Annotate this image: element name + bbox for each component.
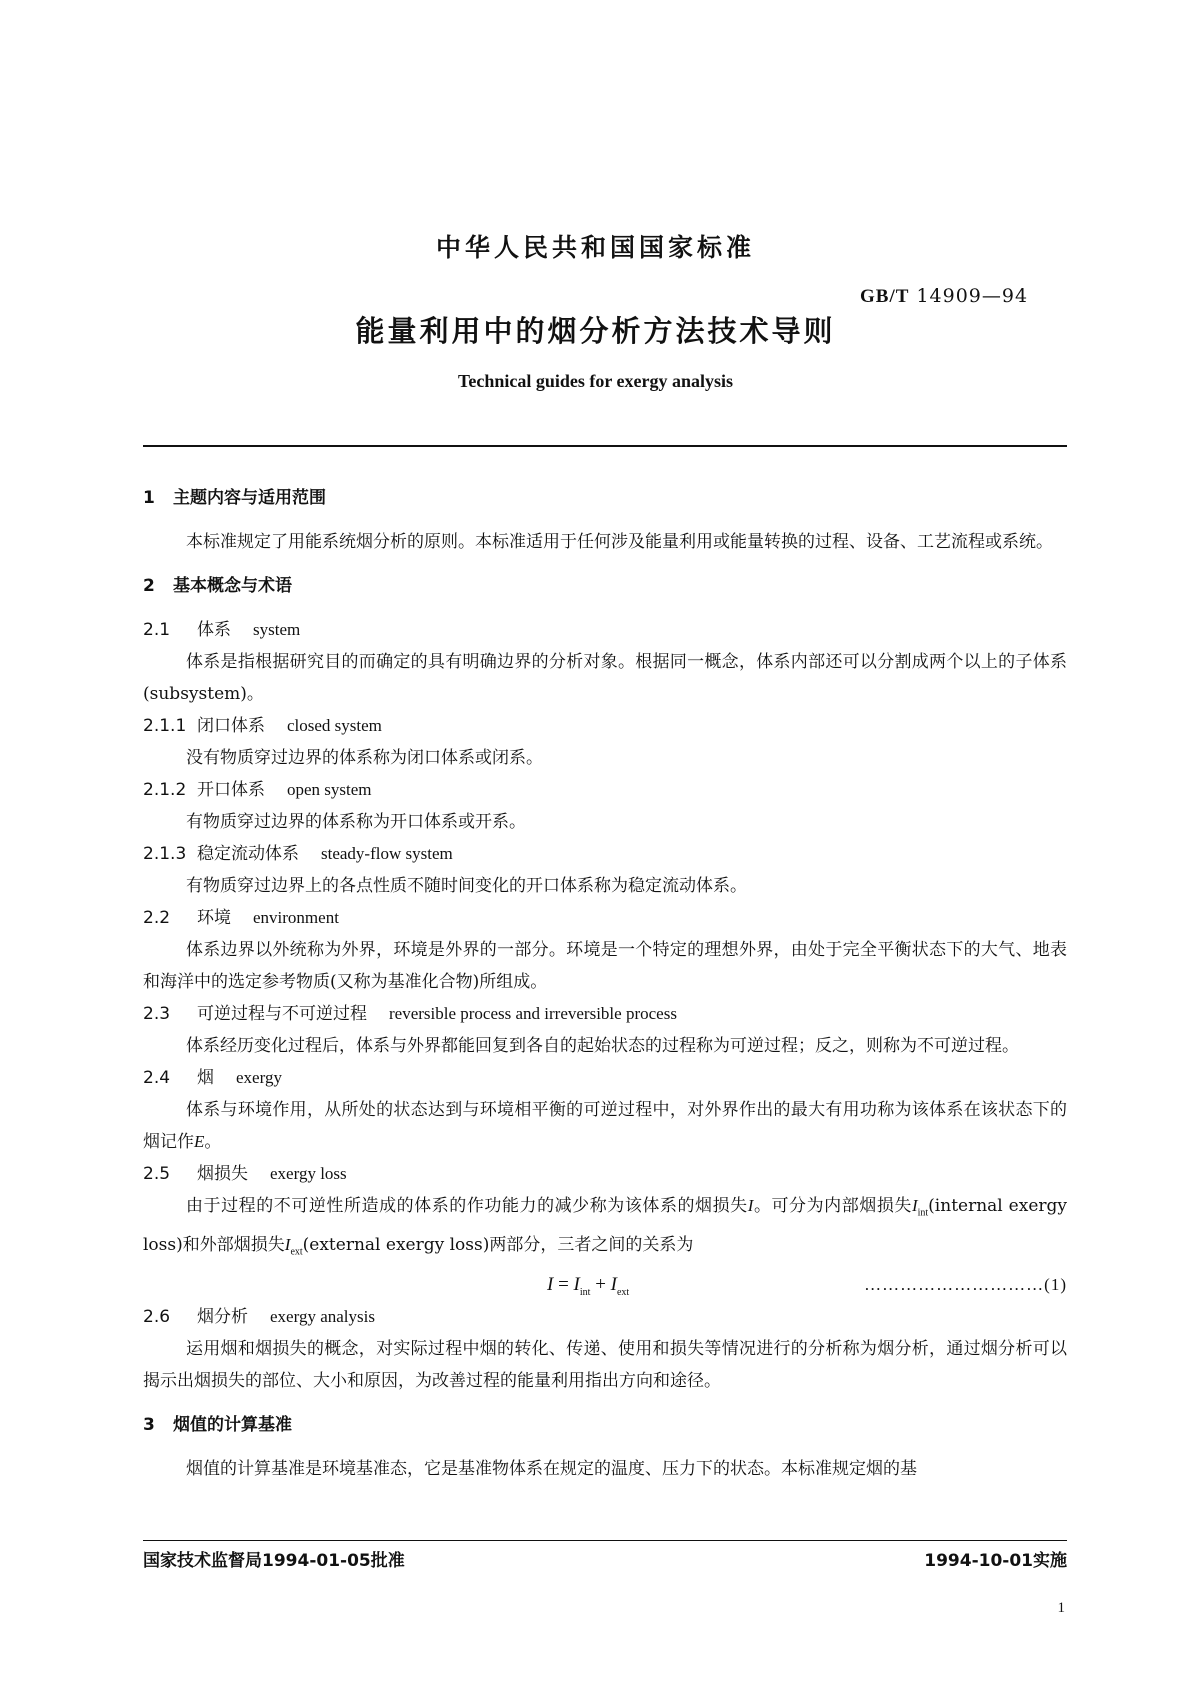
standard-code [860, 285, 1028, 308]
section-title: 主题内容与适用范围 [173, 488, 326, 508]
term-2-1-1-definition: 没有物质穿过边界的体系称为闭口体系或闭系。 [186, 748, 543, 768]
term-en: exergy loss [270, 1164, 347, 1183]
equation-number: …………………………(1) [864, 1274, 1067, 1294]
term-2-2-definition: 体系边界以外统称为外界，环境是外界的一部分。环境是一个特定的理想外界，由处于完全平衡状态下的大气、地表和海洋中的选定参考物质(又称为基准化合物)所组成。 [143, 940, 1067, 992]
term-2-1 [143, 614, 1067, 646]
external-loss-symbol: I [284, 1235, 291, 1255]
term-cn: 体系 [197, 620, 231, 640]
term-number: 2.1.3 [143, 844, 187, 864]
code-prefix: GB/T [860, 286, 910, 307]
title-divider [143, 445, 1067, 447]
term-2-4-definition [143, 1094, 1067, 1158]
document-title-en: Technical guides for exergy analysis [457, 371, 733, 391]
definition-end: 。 [204, 1132, 222, 1152]
section-1-paragraph: 本标准规定了用能系统烟分析的原则。本标准适用于任何涉及能量利用或能量转换的过程、设备、工艺流程或系统。 [186, 532, 1053, 552]
exergy-symbol: E [194, 1132, 205, 1151]
term-2-5-definition [143, 1190, 1067, 1269]
section-title: 基本概念与术语 [173, 576, 292, 596]
implementation-date: 1994-10-01实施 [924, 1551, 1067, 1571]
national-standard-heading: 中华人民共和国国家标准 [435, 233, 755, 262]
approval-date: 国家技术监督局1994-01-05批准 [143, 1551, 405, 1571]
term-number: 2.2 [143, 908, 171, 928]
code-number: 14909—94 [916, 285, 1029, 307]
equation-formula: $I = I_{int} + I_{ext}$ [547, 1273, 630, 1298]
term-cn: 烟 [197, 1068, 214, 1088]
term-2-2 [143, 902, 1067, 934]
term-2-1-definition: 体系是指根据研究目的而确定的具有明确边界的分析对象。根据同一概念，体系内部还可以分割成两个以上的子体系(subsystem)。 [143, 652, 1067, 704]
section-3-heading [143, 1409, 1067, 1441]
term-cn: 烟损失 [197, 1164, 248, 1184]
internal-loss-symbol: I [911, 1196, 918, 1215]
term-number: 2.6 [143, 1306, 171, 1327]
term-en: closed system [287, 716, 382, 735]
term-number: 2.4 [143, 1068, 171, 1088]
definition-text: (internal exergy loss)和外部烟损失 [143, 1196, 1068, 1256]
term-en: system [253, 620, 301, 639]
term-en: reversible process and irreversible process [389, 1004, 677, 1023]
term-2-5 [143, 1158, 1067, 1190]
term-en: exergy [236, 1068, 282, 1087]
term-2-4 [143, 1062, 1067, 1094]
term-cn: 闭口体系 [197, 716, 265, 736]
term-en: environment [253, 908, 339, 927]
term-number: 2.1.1 [143, 716, 187, 736]
footer-divider [143, 1540, 1067, 1541]
term-2-1-1 [143, 710, 1067, 742]
term-2-1-2 [143, 774, 1067, 806]
term-cn: 烟分析 [197, 1306, 248, 1327]
subscript-int: int [917, 1207, 929, 1219]
definition-text: 体系与环境作用，从所处的状态达到与环境相平衡的可逆过程中，对外界作出的最大有用功称为该体系在该状态下的烟记作 [143, 1100, 1067, 1152]
section-1-heading [143, 482, 1067, 514]
definition-text: 。可分为内部烟损失 [753, 1196, 912, 1216]
term-2-1-3 [143, 838, 1067, 870]
equation-1 [143, 1269, 1067, 1301]
term-2-3-definition: 体系经历变化过程后，体系与外界都能回复到各自的起始状态的过程称为可逆过程；反之，则称为不可逆过程。 [186, 1036, 1019, 1056]
term-cn: 可逆过程与不可逆过程 [197, 1004, 367, 1024]
term-2-1-2-definition: 有物质穿过边界的体系称为开口体系或开系。 [186, 812, 526, 832]
term-number: 2.1.2 [143, 780, 187, 800]
term-number: 2.5 [143, 1164, 171, 1184]
term-2-6-definition: 运用烟和烟损失的概念，对实际过程中烟的转化、传递、使用和损失等情况进行的分析称为烟分析，通过烟分析可以揭示出烟损失的部位、大小和原因，为改善过程的能量利用指出方向和途径。 [143, 1338, 1067, 1391]
term-2-3 [143, 998, 1067, 1030]
term-cn: 稳定流动体系 [197, 844, 299, 864]
term-cn: 开口体系 [197, 780, 265, 800]
term-number: 2.1 [143, 620, 171, 640]
section-number: 2 [143, 576, 155, 596]
section-2-heading [143, 570, 1067, 602]
term-en: exergy analysis [270, 1306, 375, 1326]
section-number: 3 [143, 1414, 155, 1435]
definition-text: (external exergy loss)两部分，三者之间的关系为 [302, 1235, 694, 1256]
term-en: open system [287, 780, 372, 799]
term-2-1-3-definition: 有物质穿过边界上的各点性质不随时间变化的开口体系称为稳定流动体系。 [186, 876, 747, 896]
section-number: 1 [143, 488, 155, 508]
subscript-ext: ext [290, 1246, 303, 1258]
exergy-loss-symbol: I [747, 1196, 754, 1215]
definition-text: 由于过程的不可逆性所造成的体系的作功能力的减少称为该体系的烟损失 [186, 1196, 748, 1216]
section-title: 烟值的计算基准 [173, 1414, 292, 1435]
section-3-paragraph: 烟值的计算基准是环境基准态，它是基准物体系在规定的温度、压力下的状态。本标准规定烟的基 [186, 1458, 917, 1479]
term-cn: 环境 [197, 908, 231, 928]
document-title-cn: 能量利用中的烟分析方法技术导则 [355, 314, 836, 348]
document-body [143, 482, 1067, 1485]
page-number: 1 [1057, 1600, 1065, 1616]
term-number: 2.3 [143, 1004, 171, 1024]
term-en: steady-flow system [321, 844, 453, 863]
